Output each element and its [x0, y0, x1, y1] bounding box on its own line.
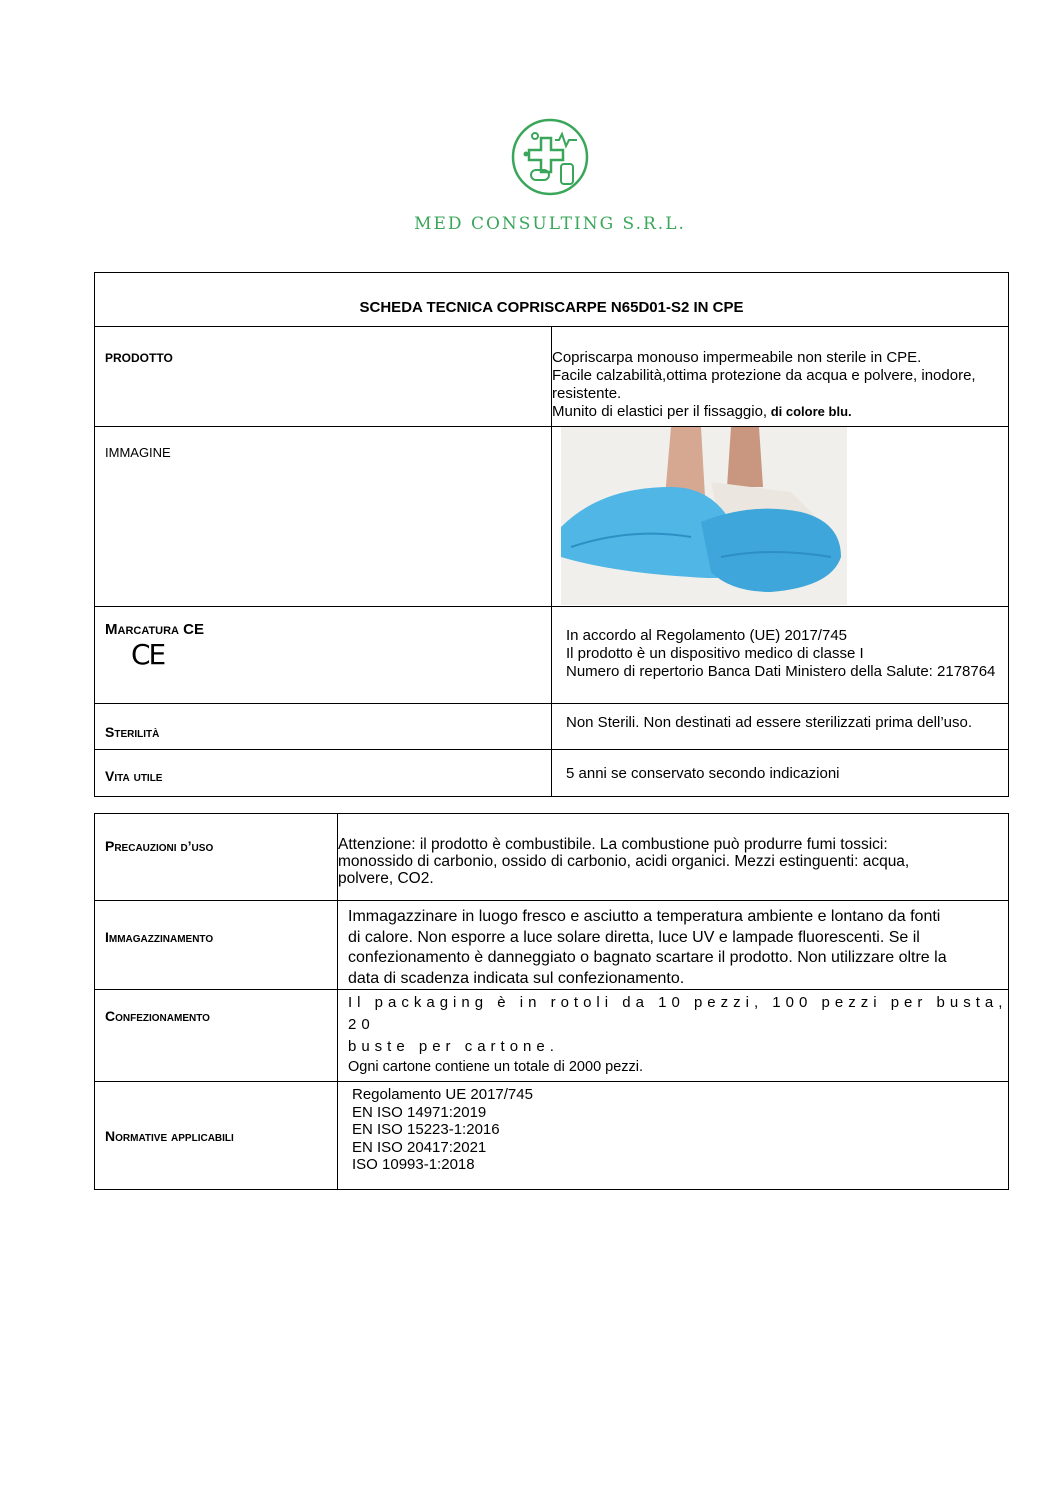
row-immagazzinamento — [95, 901, 1009, 990]
normative-item: Regolamento UE 2017/745 — [352, 1086, 533, 1103]
normative-item: EN ISO 20417:2021 — [352, 1138, 487, 1156]
sheet-title — [95, 273, 1009, 327]
row-marcatura — [95, 607, 1009, 704]
value-immagine — [552, 427, 1009, 607]
normative-item: ISO 10993-1:2018 — [352, 1156, 475, 1173]
value-normative — [338, 1082, 1009, 1190]
value-sterilita: Non Sterili. Non destinati ad essere sterilizzati prima dell’uso. — [552, 704, 1009, 750]
value-precauzioni: Attenzione: il prodotto è combustibile. La combustione può produrre fumi tossici: monossido di carbonio, ossido di carbonio, acidi organici. Mezzi estinguenti: acqua, polvere, CO2. — [338, 814, 1009, 901]
label-marcatura: Marcatura CE CE — [95, 607, 552, 704]
label-precauzioni: Precauzioni d’uso — [95, 814, 338, 901]
company-name: MED CONSULTING S.R.L. — [414, 214, 686, 234]
label-immagazzinamento: Immagazzinamento — [95, 901, 338, 990]
label-prodotto: PRODOTTO — [95, 327, 552, 427]
value-confezionamento: Il packaging è in rotoli da 10 pezzi, 100 pezzi per busta, 20 buste per cartone. Ogni cartone contiene un totale di 2000 pezzi. — [338, 990, 1009, 1082]
row-precauzioni — [95, 814, 1009, 901]
company-logo — [380, 118, 720, 243]
value-marcatura: In accordo al Regolamento (UE) 2017/745 Il prodotto è un dispositivo medico di classe I Numero di repertorio Banca Dati Ministero della Salute: 2178764 — [552, 607, 1009, 704]
value-vita-utile: 5 anni se conservato secondo indicazioni — [552, 750, 1009, 797]
medical-emblem-icon — [511, 118, 589, 196]
label-sterilita: Sterilità — [95, 704, 552, 750]
label-vita-utile: Vita utile — [95, 750, 552, 797]
row-normative — [95, 1082, 1009, 1190]
value-immagazzinamento: Immagazzinare in luogo fresco e asciutto a temperatura ambiente e lontano da fonti di calore. Non esporre a luce solare diretta, luce UV e lampade fluorescenti. Se il confezionamento è danneggiato o bagnato scartare il prodotto. Non utilizzare oltre la data di scadenza indicata sul confezionamento. — [338, 901, 1009, 990]
row-vita-utile — [95, 750, 1009, 797]
label-confezionamento: Confezionamento — [95, 990, 338, 1082]
spec-table — [94, 272, 1009, 797]
usage-table — [94, 813, 1009, 1190]
label-immagine: IMMAGINE — [95, 427, 552, 607]
label-normative: Normative applicabili — [95, 1082, 338, 1190]
sheet-title-text: SCHEDA TECNICA COPRISCARPE N65D01-S2 IN CPE — [359, 299, 744, 316]
normative-list — [338, 1082, 1008, 1174]
normative-item: EN ISO 14971:2019 — [352, 1103, 487, 1121]
value-prodotto: Copriscarpa monouso impermeabile non sterile in CPE. Facile calzabilità,ottima protezione da acqua e polvere, inodore, resistente. Munito di elastici per il fissaggio, di colore blu. — [552, 327, 1009, 427]
row-confezionamento — [95, 990, 1009, 1082]
shoe-cover-photo — [561, 427, 847, 605]
row-immagine — [95, 427, 1009, 607]
row-sterilita — [95, 704, 1009, 750]
ce-mark-icon: CE — [131, 638, 165, 671]
normative-item: EN ISO 15223-1:2016 — [352, 1121, 500, 1138]
row-prodotto — [95, 327, 1009, 427]
